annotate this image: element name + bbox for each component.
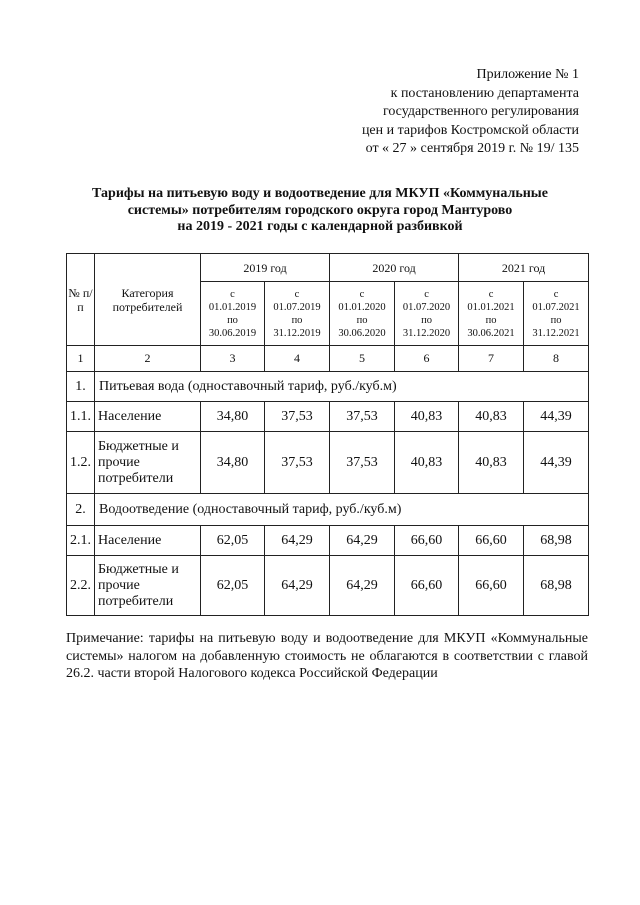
annex-line: к постановлению департамента (390, 85, 579, 101)
header-number: № п/п (67, 254, 95, 346)
row-number: 2.1. (67, 526, 95, 556)
header-period: с 01.07.2020 по 31.12.2020 (395, 282, 459, 346)
footnote: Примечание: тарифы на питьевую воду и водоотведение для МКУП «Коммунальные системы» налогом на добавленную стоимость не облагаются в соответствии с главой 26.2. части второй Налогового кодекса Российской Федерации (66, 631, 588, 681)
annex-header (362, 66, 579, 159)
tariff-value: 40,83 (395, 402, 459, 432)
tariff-value: 64,29 (265, 526, 330, 556)
column-number: 3 (201, 346, 265, 372)
tariff-value: 64,29 (265, 556, 330, 616)
header-period: с 01.01.2020 по 30.06.2020 (330, 282, 395, 346)
tariff-value: 44,39 (524, 432, 589, 494)
tariff-value: 62,05 (201, 526, 265, 556)
section-number: 2. (67, 494, 95, 526)
header-period: с 01.07.2019 по 31.12.2019 (265, 282, 330, 346)
row-category: Население (95, 402, 201, 432)
column-number: 5 (330, 346, 395, 372)
tariff-value: 37,53 (330, 402, 395, 432)
title-line: Тарифы на питьевую воду и водоотведение для МКУП «Коммунальные (92, 186, 548, 201)
tariff-value: 34,80 (201, 402, 265, 432)
row-category: Население (95, 526, 201, 556)
tariff-value: 68,98 (524, 556, 589, 616)
header-category: Категория потребителей (95, 254, 201, 346)
section-title: Питьевая вода (одноставочный тариф, руб./куб.м) (95, 372, 589, 402)
annex-line: государственного регулирования (382, 104, 579, 119)
tariff-value: 68,98 (524, 526, 589, 556)
tariff-value: 62,05 (201, 556, 265, 616)
tariff-value: 64,29 (330, 526, 395, 556)
section-title: Водоотведение (одноставочный тариф, руб./куб.м) (95, 494, 589, 526)
tariff-value: 37,53 (330, 432, 395, 494)
table-row (67, 526, 589, 556)
tariff-value: 66,60 (395, 526, 459, 556)
title-line: системы» потребителям городского округа город Мантурово (127, 202, 513, 218)
tariff-value: 40,83 (459, 432, 524, 494)
tariff-value: 40,83 (459, 402, 524, 432)
table-row (67, 402, 589, 432)
table-row (67, 432, 589, 494)
section-row-water (67, 372, 589, 402)
tariff-value: 66,60 (459, 556, 524, 616)
section-number: 1. (67, 372, 95, 402)
header-year: 2020 год (330, 254, 459, 282)
row-category: Бюджетные и прочие потребители (95, 432, 201, 494)
annex-line: от « 27 » сентября 2019 г. № 19/ 135 (365, 141, 579, 156)
row-category: Бюджетные и прочие потребители (95, 556, 201, 616)
tariff-value: 44,39 (524, 402, 589, 432)
column-number: 6 (395, 346, 459, 372)
tariff-value: 37,53 (265, 402, 330, 432)
row-number: 2.2. (67, 556, 95, 616)
column-number: 2 (95, 346, 201, 372)
column-number: 8 (524, 346, 589, 372)
header-period: с 01.01.2019 по 30.06.2019 (201, 282, 265, 346)
tariff-value: 40,83 (395, 432, 459, 494)
column-number: 7 (459, 346, 524, 372)
document-title (70, 186, 570, 236)
section-row-wastewater (67, 494, 589, 526)
annex-line: цен и тарифов Костромской области (361, 122, 579, 138)
header-period: с 01.01.2021 по 30.06.2021 (459, 282, 524, 346)
header-row-years (67, 254, 589, 282)
annex-line: Приложение № 1 (476, 67, 579, 82)
column-number: 4 (265, 346, 330, 372)
tariff-value: 34,80 (201, 432, 265, 494)
tariff-value: 37,53 (265, 432, 330, 494)
tariff-value: 64,29 (330, 556, 395, 616)
tariff-value: 66,60 (395, 556, 459, 616)
header-year: 2021 год (459, 254, 589, 282)
tariff-value: 66,60 (459, 526, 524, 556)
column-number-row (67, 346, 589, 372)
row-number: 1.1. (67, 402, 95, 432)
column-number: 1 (67, 346, 95, 372)
title-line: на 2019 - 2021 годы с календарной разбивкой (177, 219, 463, 234)
table-row (67, 556, 589, 616)
header-period: с 01.07.2021 по 31.12.2021 (524, 282, 589, 346)
row-number: 1.2. (67, 432, 95, 494)
header-year: 2019 год (201, 254, 330, 282)
tariff-table (66, 253, 589, 616)
